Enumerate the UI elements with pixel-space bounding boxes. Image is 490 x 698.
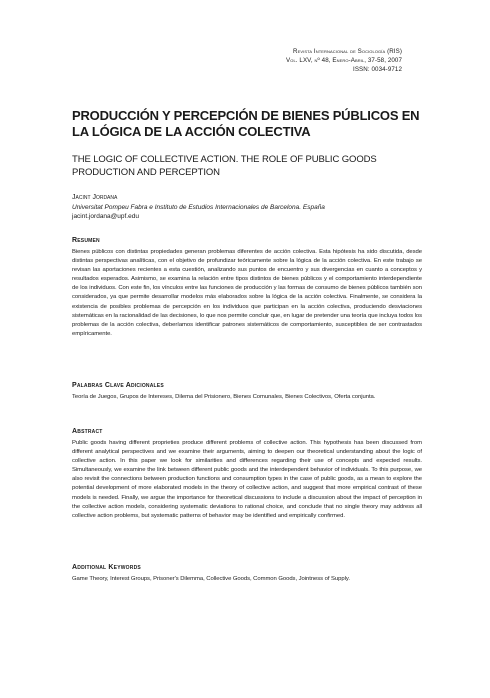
abstract-text: Public goods having different proprieties produce different problems of collective action. This hypothesis has been discussed from different analytical perspectives and we examine their arguments, aiming to deepen our theoretical understanding about the logic of collective action. In this paper we look for similarities and differences regarding their use of concepts and expected results. Simultaneously, we examine the link between different public goods and the interdependent behavior of individuals. To this purpose, we also revisit the connections between production functions and consumption types in the case of public goods, as a mean to explore the potential development of more elaborated models in the theory of collective action, and suggest that more empirical contrast of these models is needed. Finally, we argue the importance for theoretical discussions to include a discussion about the impact of perception in the collective action models, considering systematic deviations to rational choice, and conclude that no single theory may address all collective action problems, but systematic patterns of behavior may be identified and empirically confirmed. — [72, 440, 422, 519]
journal-name: Revista Internacional de Sociología (RIS) — [293, 48, 402, 55]
resumen-text: Bienes públicos con distintas propiedades generan problemas diferentes de acción colectiva. Esta hipótesis ha sido discutida, desde distintas perspectivas analíticas, con el objetivo de profundizar teóricamente sobre la lógica de la acción colectiva. En este trabajo se revisan las aportaciones recientes a esta cuestión, analizando sus puntos de encuentro y sus divergencias en cuanto a conceptos y resultados esperados. Asimismo, se examina la relación entre tipos distintos de bienes públicos y el comportamiento interdependiente de los individuos. Con este fin, los vínculos entre las funciones de producción y las formas de consumo de bienes públicos también son considerados, ya que permite desarrollar modelos más elaborados sobre la lógica de la acción colectiva. Finalmente, se considera la existencia de posibles problemas de percepción en los individuos que participan en la acción colectiva, produciendo desviaciones sistemáticas en la racionalidad de las decisiones, lo que nos permite concluir que, en lugar de pretender una teoría que incluya todos los problemas de la acción colectiva, deberíamos identificar patrones sistemáticos de comportamiento, susceptibles de ser contrastados empíricamente. — [72, 249, 422, 337]
author-name: Jacint Jordana — [72, 194, 118, 201]
title-english: THE LOGIC OF COLLECTIVE ACTION. THE ROLE OF PUBLIC GOODS PRODUCTION AND PERCEPTION — [72, 154, 377, 178]
title-spanish: PRODUCCIÓN Y PERCEPCIÓN DE BIENES PÚBLICOS EN LA LÓGICA DE LA ACCIÓN COLECTIVA — [72, 108, 420, 139]
palabras-clave-heading: Palabras Clave Adicionales — [72, 382, 164, 389]
keywords-text: Game Theory, Interest Groups, Prisoner's Dilemma, Collective Goods, Common Goods, Jointness of Supply. — [72, 576, 350, 582]
journal-issn: ISSN: 0034-9712 — [353, 66, 402, 73]
author-block — [72, 193, 422, 222]
journal-header — [286, 47, 402, 74]
keywords-heading: Additional Keywords — [72, 564, 141, 571]
journal-volume: Vol. LXV, nº 48, Enero-Abril, 37-58, 2007 — [286, 57, 402, 64]
author-email[interactable]: jacint.jordana@upf.edu — [72, 213, 139, 220]
resumen-heading: Resumen — [72, 237, 100, 244]
abstract-heading: Abstract — [72, 428, 103, 435]
author-affiliation: Universitat Pompeu Fabra e Instituto de Estudios Internacionales de Barcelona. España — [72, 203, 325, 211]
palabras-clave-text: Teoría de Juegos, Grupos de Intereses, Dilema del Prisionero, Bienes Comunales, Bienes Colectivos, Oferta conjunta. — [72, 394, 376, 400]
